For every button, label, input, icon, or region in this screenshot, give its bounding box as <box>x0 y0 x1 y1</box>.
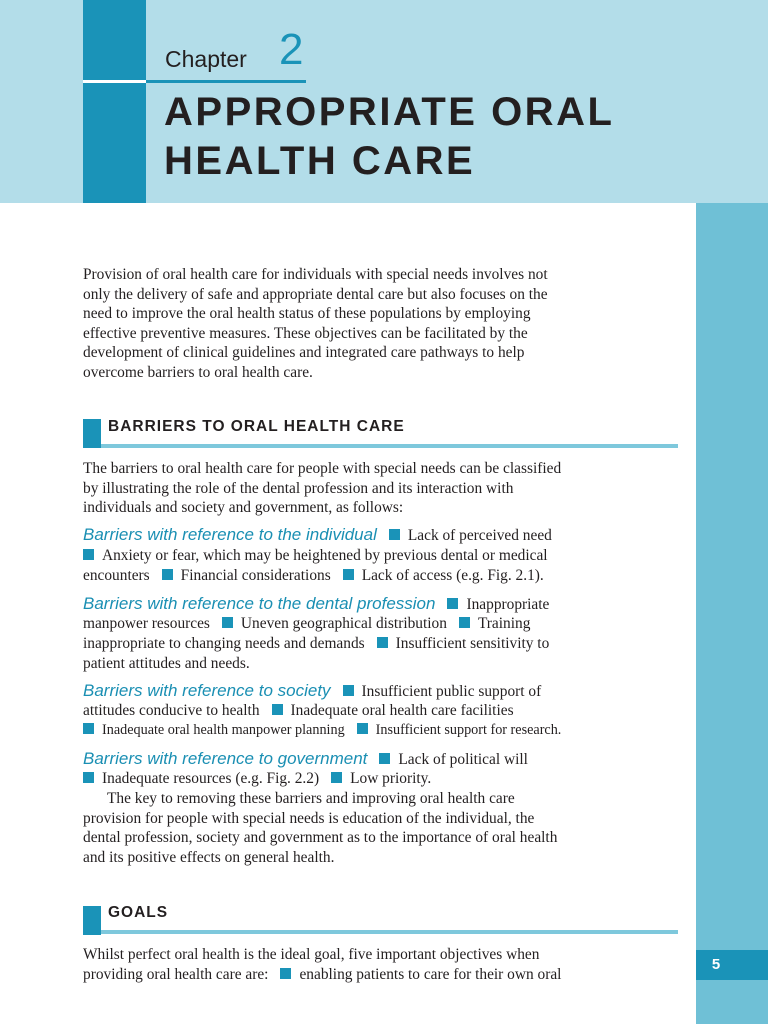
bullet-square <box>272 704 283 715</box>
bullet-square <box>83 772 94 783</box>
bullet-square <box>280 968 291 979</box>
page-number: 5 <box>711 956 721 973</box>
barrier-item: Anxiety or fear, which may be heightened by previous dental or medical <box>102 547 548 564</box>
barriers-individual-line-3 <box>83 566 544 586</box>
text-line: only the delivery of safe and appropriate dental care but also focuses on the <box>83 285 548 303</box>
text-span: providing oral health care are: <box>83 966 269 983</box>
text-span: The key to removing these barriers and improving oral health care <box>107 790 515 807</box>
text-line: effective preventive measures. These objectives can be facilitated by the <box>83 324 528 342</box>
barriers-individual-line-2 <box>83 546 548 566</box>
bullet-square <box>389 529 400 540</box>
text-span: Whilst perfect oral health is the ideal goal, five important objectives when <box>83 946 540 963</box>
barriers-government-line-2 <box>83 769 431 789</box>
bullet-square <box>377 637 388 648</box>
barriers-closing-paragraph <box>83 789 683 867</box>
barrier-item: Low priority. <box>350 770 432 787</box>
barrier-item: Training <box>477 615 531 632</box>
barrier-item: Insufficient public support of <box>361 683 542 700</box>
text-line: provision for people with special needs is education of the individual, the <box>83 809 535 827</box>
barriers-profession-line-3 <box>83 634 549 654</box>
bullet-square <box>357 723 368 734</box>
text-line: development of clinical guidelines and integrated care pathways to help <box>83 344 525 361</box>
section-rule <box>101 930 678 934</box>
section-marker <box>83 419 101 448</box>
intro-paragraph <box>83 265 683 382</box>
bullet-square <box>83 723 94 734</box>
text-line: The barriers to oral health care for people with special needs can be classified <box>83 460 562 477</box>
barrier-item: Financial considerations <box>180 567 331 584</box>
barriers-profession-line-2 <box>83 614 530 634</box>
barrier-item: Insufficient support for research. <box>375 722 562 738</box>
section-marker <box>83 906 101 935</box>
barrier-item: attitudes conducive to health <box>83 702 260 719</box>
barrier-item: encounters <box>83 567 150 584</box>
chapter-title-line-1: APPROPRIATE ORAL <box>164 90 615 134</box>
section-rule <box>101 444 678 448</box>
text-line: Provision of oral health care for individuals with special needs involves not <box>83 266 548 283</box>
chapter-label: Chapter <box>165 46 247 72</box>
barriers-society-line-1 <box>83 681 541 702</box>
barrier-item: Inadequate resources (e.g. Fig. 2.2) <box>102 770 320 787</box>
section-heading-goals: GOALS <box>108 904 169 921</box>
bullet-square <box>222 617 233 628</box>
barrier-item: Uneven geographical distribution <box>240 615 447 632</box>
barriers-intro-paragraph <box>83 459 683 518</box>
subheading-individual: Barriers with reference to the individual <box>83 525 377 544</box>
chapter-number: 2 <box>279 25 304 74</box>
subheading-dental-profession: Barriers with reference to the dental profession <box>83 594 436 613</box>
barriers-government-line-1 <box>83 749 528 770</box>
barrier-item: manpower resources <box>83 615 210 632</box>
barriers-society-line-2 <box>83 701 514 721</box>
text-line: by illustrating the role of the dental profession and its interaction with <box>83 479 514 497</box>
text-span: enabling patients to care for their own oral <box>299 966 562 983</box>
goals-line-1 <box>83 945 539 965</box>
barrier-item: inappropriate to changing needs and demands <box>83 635 365 652</box>
subheading-government: Barriers with reference to government <box>83 749 368 768</box>
barrier-item: Inappropriate <box>466 596 550 613</box>
text-line: individuals and society and government, as follows: <box>83 499 404 516</box>
barrier-item: Lack of perceived need <box>407 527 552 544</box>
barrier-item: Lack of political will <box>398 751 528 768</box>
barriers-individual-line-1 <box>83 525 552 546</box>
section-heading-barriers: BARRIERS TO ORAL HEALTH CARE <box>108 418 405 435</box>
chapter-underline <box>146 80 306 83</box>
barrier-item: Insufficient sensitivity to <box>395 635 550 652</box>
bullet-square <box>459 617 470 628</box>
barrier-item: patient attitudes and needs. <box>83 655 250 672</box>
text-line <box>83 789 683 809</box>
chapter-title <box>164 88 614 186</box>
chapter-title-line-2: HEALTH CARE <box>164 139 476 183</box>
page-sidebar <box>696 203 768 1024</box>
text-line: and its positive effects on general health. <box>83 848 335 866</box>
subheading-society: Barriers with reference to society <box>83 681 331 700</box>
bullet-square <box>343 569 354 580</box>
barriers-society-line-3 <box>83 721 561 741</box>
barrier-item: Inadequate oral health manpower planning <box>102 722 345 738</box>
bullet-square <box>162 569 173 580</box>
goals-line-2 <box>83 965 561 985</box>
barrier-item: Inadequate oral health care facilities <box>290 702 514 719</box>
bullet-square <box>379 753 390 764</box>
barrier-item: Lack of access (e.g. Fig. 2.1). <box>361 567 544 584</box>
text-line: dental profession, society and government as to the importance of oral health <box>83 829 558 846</box>
bullet-square <box>83 549 94 560</box>
header-accent-bar <box>83 0 146 203</box>
barriers-profession-line-1 <box>83 594 549 615</box>
bullet-square <box>447 598 458 609</box>
text-line: overcome barriers to oral health care. <box>83 363 313 381</box>
bullet-square <box>343 685 354 696</box>
bullet-square <box>331 772 342 783</box>
text-line: need to improve the oral health status of these populations by employing <box>83 305 531 322</box>
barriers-profession-line-4 <box>83 654 250 674</box>
